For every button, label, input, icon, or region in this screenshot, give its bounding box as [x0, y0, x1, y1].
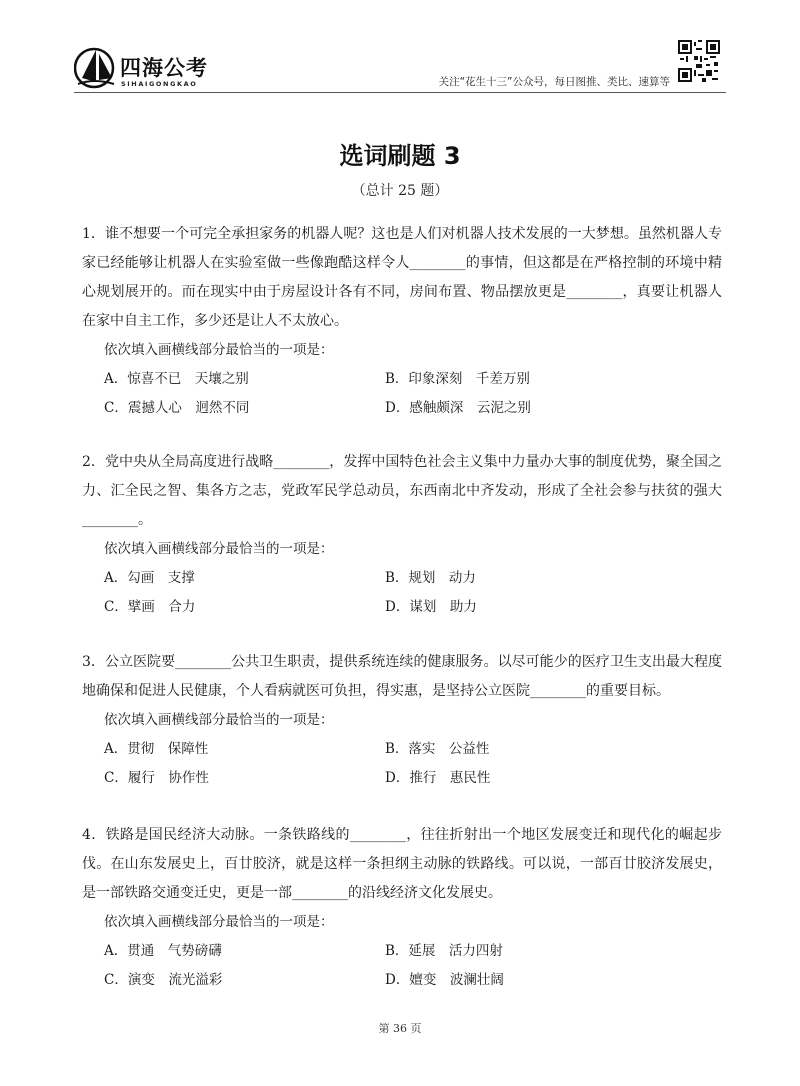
option-b: B．落实 公益性: [385, 741, 490, 757]
option-d: D．嬗变 波澜壮阔: [385, 972, 504, 988]
question-4: [82, 821, 722, 995]
question-2: [82, 448, 722, 622]
option-b: B．印象深刻 千差万别: [385, 371, 530, 387]
option-c: C．演变 流光溢彩: [104, 972, 223, 988]
question-stem: 3．公立医院要________公共卫生职责，提供系统连续的健康服务。以尽可能少的医疗卫生支出最大程度地确保和促进人民健康，个人看病就医可负担，得实惠，是坚持公立医院________的重要目标。: [82, 654, 722, 699]
page-number: 第 36 页: [378, 1022, 422, 1035]
option-c: C．震撼人心 迥然不同: [104, 400, 250, 416]
page-title: 选词刷题 3: [339, 142, 461, 170]
question-stem: 4．铁路是国民经济大动脉。一条铁路线的________，往往折射出一个地区发展变迁和现代化的崛起步伐。在山东发展史上，百廿胶济，就是这样一条担纲主动脉的铁路线。可以说，一部百廿胶济发展史，是一部铁路交通变迁史，更是一部________的沿线经济文化发展史。: [82, 827, 722, 901]
option-c: C．履行 协作性: [104, 770, 209, 786]
qr-code-icon: [678, 40, 720, 82]
question-stem: 1．谁不想要一个可完全承担家务的机器人呢？这也是人们对机器人技术发展的一大梦想。虽然机器人专家已经能够让机器人在实验室做一些像跑酷这样令人________的事情，但这都是在严格控制的环境中精心规划展开的。而在现实中由于房屋设计各有不同，房间布置、物品摆放更是________，真要让机器人在家中自主工作，多少还是让人不太放心。: [82, 226, 722, 329]
option-a: A．贯彻 保障性: [104, 741, 209, 757]
question-list: [82, 220, 722, 995]
brand-subtitle: SIHAIGONGKAO: [121, 80, 198, 88]
question-stem: 2．党中央从全局高度进行战略________，发挥中国特色社会主义集中力量办大事的制度优势，聚全国之力、汇全民之智、集各方之志，党政军民学总动员，东西南北中齐发动，形成了全社会参与扶贫的强大________。: [82, 454, 722, 528]
header-tagline: 关注“花生十三”公众号，每日图推、类比、速算等: [438, 76, 670, 88]
option-d: D．谋划 助力: [385, 599, 477, 615]
option-b: B．规划 动力: [385, 570, 476, 586]
page-header: [0, 0, 800, 100]
question-prompt: 依次填入画横线部分最恰当的一项是：: [104, 712, 334, 728]
option-a: A．贯通 气势磅礴: [104, 943, 222, 959]
option-d: D．推行 惠民性: [385, 770, 491, 786]
option-list: [82, 937, 722, 995]
header-divider: [74, 92, 726, 93]
brand-name: 四海公考: [120, 56, 208, 80]
option-d: D．感触颇深 云泥之别: [385, 400, 531, 416]
option-list: [82, 365, 722, 423]
option-b: B．延展 活力四射: [385, 943, 503, 959]
option-list: [82, 564, 722, 622]
question-prompt: 依次填入画横线部分最恰当的一项是：: [104, 541, 334, 557]
page-subtitle: （总计 25 题）: [351, 183, 449, 199]
question-prompt: 依次填入画横线部分最恰当的一项是：: [104, 342, 334, 358]
option-list: [82, 735, 722, 793]
option-a: A．勾画 支撑: [104, 570, 195, 586]
option-a: A．惊喜不已 天壤之别: [104, 371, 249, 387]
question-3: [82, 648, 722, 793]
question-1: [82, 220, 722, 423]
question-prompt: 依次填入画横线部分最恰当的一项是：: [104, 914, 334, 930]
option-c: C．擘画 合力: [104, 599, 196, 615]
